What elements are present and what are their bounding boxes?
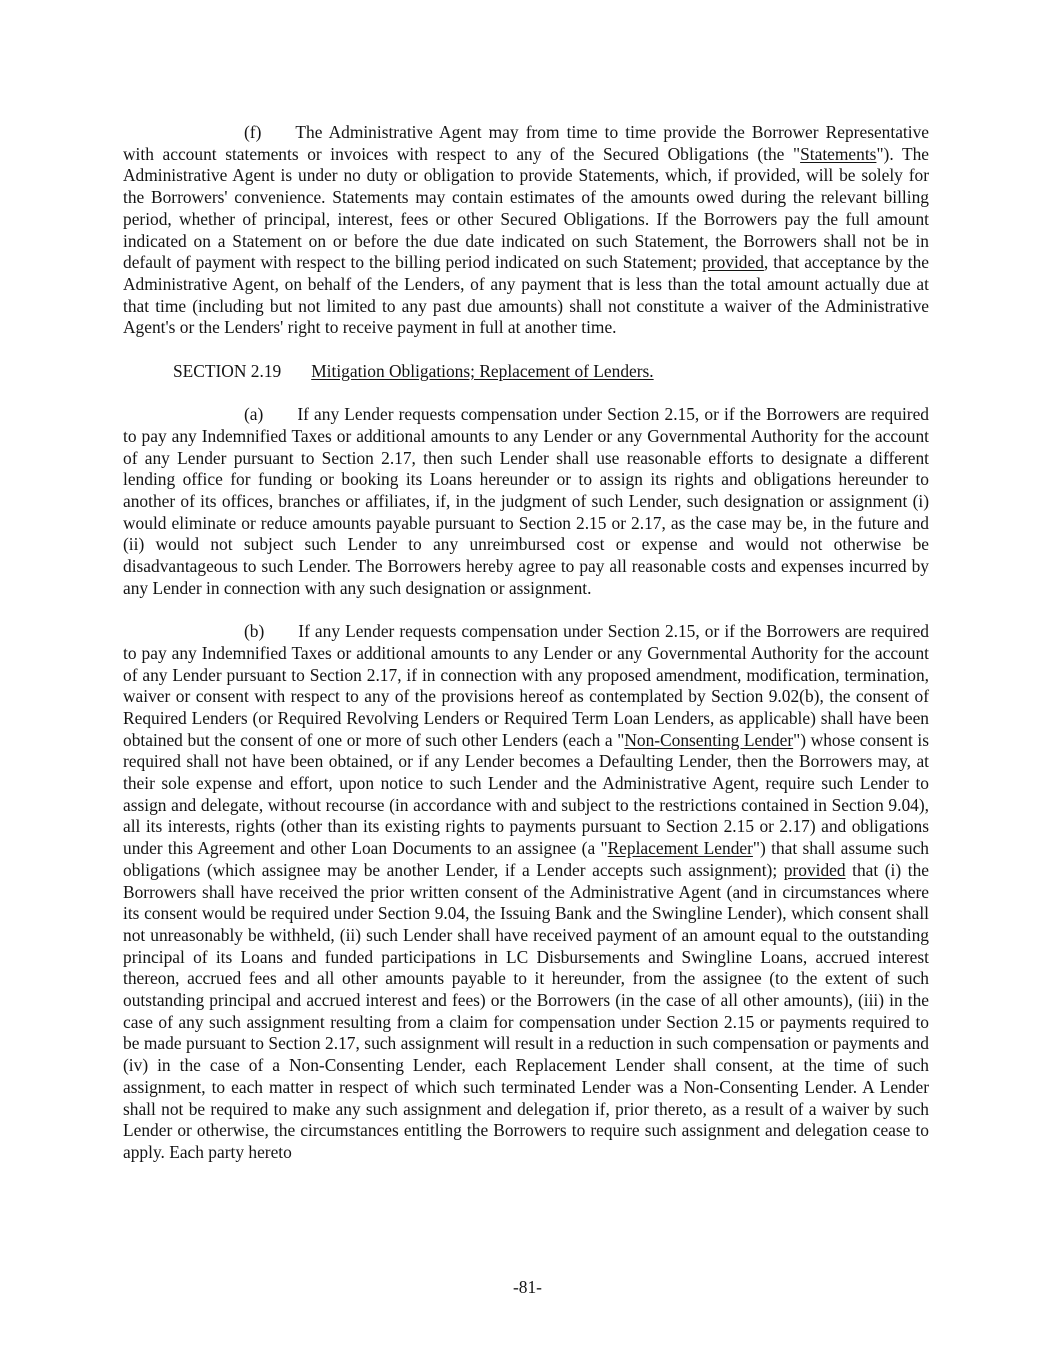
paragraph-a bbox=[123, 404, 929, 599]
text-run: ") whose consent is required shall not have been obtained, or if any Lender becomes a Defaulting Lender, then the Borrowers may, at their sole expense and effort, upon notice to such Lender and the Administrative Agent, require such Lender to assign and delegate, without recourse (in accordance with and subject to the restrictions contained in Section 9.04), all its interests, rights (other than its existing rights to payments pursuant to Section 2.15 or 2.17) and obligations under this Agreement and other Loan Documents to an assignee (a " bbox=[123, 729, 930, 859]
paragraph-f bbox=[123, 122, 929, 339]
text-run: If any Lender requests compensation under Section 2.15, or if the Borrowers are required to pay any Indemnified Taxes or additional amounts to any Lender or any Governmental Authority for the account of any Lender pursuant to Section 2.17, if in connection with any proposed amendment, modification, termination, waiver or consent with respect to any of the provisions hereof as contemplated by Section 9.02(b), the consent of Required Lenders (or Required Revolving Lenders or Required Term Loan Lenders, as applicable) shall have been obtained but the consent of one or more of such other Lenders (each a " bbox=[123, 621, 929, 750]
section-heading bbox=[123, 361, 929, 383]
document-body bbox=[123, 122, 929, 1164]
text-run: that (i) the Borrowers shall have received the prior written consent of the Administrative Agent (and in circumstances where its consent would be required under Section 9.04, the Issuing Bank and the Swingline Lender), which consent shall not unreasonably be withheld, (ii) such Lender shall have received payment of an amount equal to the outstanding principal of its Loans and funded participations in LC Disbursements and Swingline Loans, accrued interest thereon, accrued fees and all other amounts payable to it hereunder, from the assignee (to the extent of such outstanding principal and accrued interest and fees) or the Borrowers (in the case of all other amounts), (iii) in the case of any such assignment resulting from a claim for compensation under Section 2.15 or payments required to be made pursuant to Section 2.17, such assignment will result in a reduction in such compensation or payments and (iv) in the case of a Non-Consenting Lender, each Replacement Lender shall consent, at the time of such assignment, to each matter in respect of which such terminated Lender was a Non-Consenting Lender. A Lender shall not be required to make any such assignment and delegation if, prior thereto, as a result of a waiver by such Lender or otherwise, the circumstances entitling the Borrowers to require such assignment and delegation cease to apply. Each party hereto bbox=[123, 859, 929, 1162]
defined-term: provided bbox=[702, 252, 764, 273]
text-run: The Administrative Agent may from time to time provide the Borrower Representative with account statements or invoices with respect to any of the Secured Obligations (the " bbox=[123, 122, 929, 164]
section-number: SECTION 2.19 bbox=[173, 360, 282, 381]
paragraph-label: (a) bbox=[244, 404, 264, 425]
defined-term: Non-Consenting Lender bbox=[624, 729, 794, 750]
defined-term: Replacement Lender bbox=[607, 838, 753, 859]
section-title: Mitigation Obligations; Replacement of Lenders. bbox=[311, 360, 654, 381]
text-run: , that acceptance by the Administrative Agent, on behalf of the Lenders, of any payment that is less than the total amount actually due at that time (including but not limited to any past due amounts) shall not constitute a waiver of the Administrative Agent's or the Lenders' right to receive payment in full at another time. bbox=[123, 252, 929, 338]
paragraph-label: (f) bbox=[244, 122, 262, 142]
text-run: "). The Administrative Agent is under no duty or obligation to provide Statements, which, if provided, will be solely for the Borrowers' convenience. Statements may contain estimates of the amounts owed during the relevant billing period, whether of principal, interest, fees or other Secured Obligations. If the Borrowers pay the full amount indicated on a Statement on or before the due date indicated on such Statement, the Borrowers shall not be in default of payment with respect to the billing period indicated on such Statement; bbox=[123, 143, 929, 273]
page-footer bbox=[0, 1277, 1055, 1299]
page-number: -81- bbox=[513, 1277, 542, 1297]
defined-term: Statements bbox=[800, 143, 877, 164]
paragraph-label: (b) bbox=[244, 621, 265, 642]
paragraph-b bbox=[123, 621, 929, 1164]
defined-term: provided bbox=[783, 859, 846, 880]
text-run: If any Lender requests compensation under Section 2.15, or if the Borrowers are required to pay any Indemnified Taxes or additional amounts to any Lender or any Governmental Authority for the account of any Lender pursuant to Section 2.17, then such Lender shall use reasonable efforts to designate a different lending office for funding or booking its Loans hereunder or to assign its rights and obligations hereunder to another of its offices, branches or affiliates, if, in the judgment of such Lender, such designation or assignment (i) would eliminate or reduce amounts payable pursuant to Section 2.15 or 2.17, as the case may be, in the future and (ii) would not subject such Lender to any unreimbursed cost or expense and would not otherwise be disadvantageous to such Lender. The Borrowers hereby agree to pay all reasonable costs and expenses incurred by any Lender in connection with any such designation or assignment. bbox=[123, 404, 929, 598]
text-run: ") that shall assume such obligations (which assignee may be another Lender, if a Lender accepts such assignment); bbox=[123, 838, 929, 880]
